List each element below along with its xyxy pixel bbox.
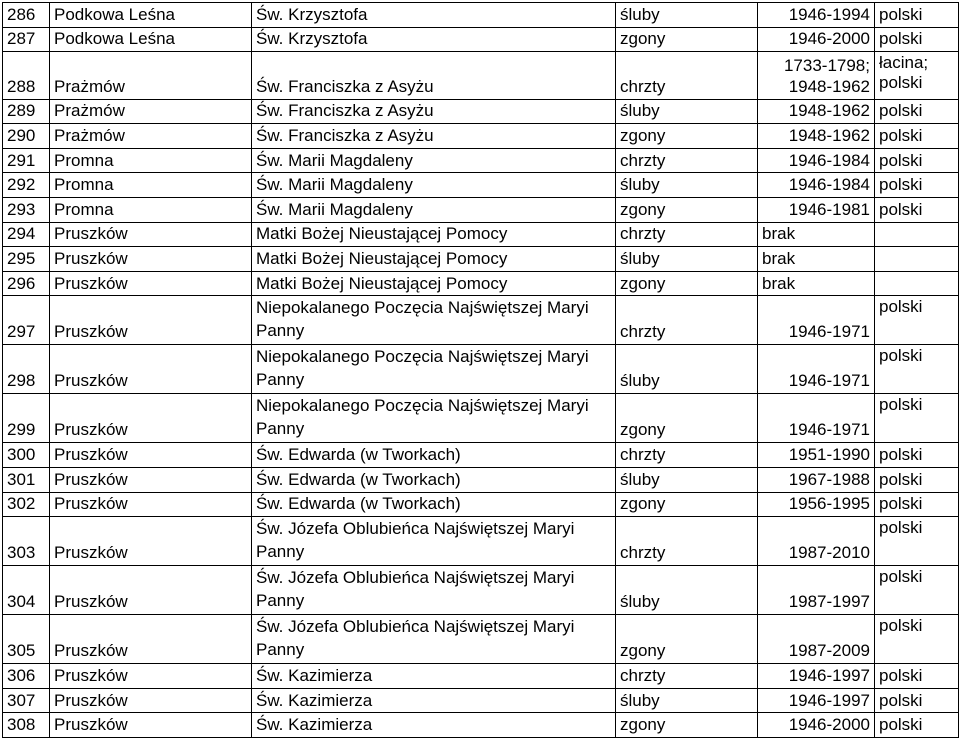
- language: polski: [875, 443, 959, 468]
- language: polski: [875, 296, 959, 345]
- record-type: zgony: [616, 197, 758, 222]
- table-row: [3, 492, 959, 517]
- parish-records-table: [2, 2, 959, 738]
- date-range: 1946-2000: [758, 713, 875, 738]
- date-range: 1967-1988: [758, 467, 875, 492]
- language: polski: [875, 492, 959, 517]
- row-number: 293: [3, 197, 50, 222]
- locality: Pruszków: [50, 492, 252, 517]
- record-type: chrzty: [616, 52, 758, 99]
- language: [875, 222, 959, 247]
- parish: Św. Kazimierza: [252, 688, 616, 713]
- table-row: [3, 688, 959, 713]
- locality: Promna: [50, 173, 252, 198]
- locality: Pruszków: [50, 517, 252, 566]
- table-row: [3, 124, 959, 149]
- date-range: 1946-1994: [758, 3, 875, 28]
- record-type: zgony: [616, 492, 758, 517]
- locality: Pruszków: [50, 566, 252, 615]
- record-type: zgony: [616, 615, 758, 664]
- language: polski: [875, 688, 959, 713]
- table-row: [3, 99, 959, 124]
- date-range: 1948-1962: [758, 124, 875, 149]
- row-number: 299: [3, 394, 50, 443]
- row-number: 296: [3, 271, 50, 296]
- table-row: [3, 271, 959, 296]
- table-row: [3, 52, 959, 99]
- row-number: 297: [3, 296, 50, 345]
- table-row: [3, 222, 959, 247]
- parish: Św. Kazimierza: [252, 713, 616, 738]
- row-number: 286: [3, 3, 50, 28]
- table-row: [3, 443, 959, 468]
- parish: Św. Edwarda (w Tworkach): [252, 492, 616, 517]
- locality: Pruszków: [50, 222, 252, 247]
- row-number: 301: [3, 467, 50, 492]
- parish: Św. Marii Magdaleny: [252, 148, 616, 173]
- record-type: śluby: [616, 345, 758, 394]
- row-number: 295: [3, 247, 50, 272]
- date-range: 1946-1997: [758, 664, 875, 689]
- date-range: 1987-2009: [758, 615, 875, 664]
- row-number: 304: [3, 566, 50, 615]
- record-type: śluby: [616, 3, 758, 28]
- row-number: 306: [3, 664, 50, 689]
- record-type: chrzty: [616, 517, 758, 566]
- table-row: [3, 345, 959, 394]
- date-range: brak: [758, 247, 875, 272]
- language: polski: [875, 664, 959, 689]
- table-row: [3, 517, 959, 566]
- record-type: chrzty: [616, 296, 758, 345]
- parish: Św. Krzysztofa: [252, 3, 616, 28]
- language: polski: [875, 345, 959, 394]
- record-type: śluby: [616, 173, 758, 198]
- locality: Pruszków: [50, 467, 252, 492]
- locality: Pruszków: [50, 615, 252, 664]
- language: polski: [875, 713, 959, 738]
- locality: Pruszków: [50, 296, 252, 345]
- row-number: 303: [3, 517, 50, 566]
- parish: Św. Marii Magdaleny: [252, 173, 616, 198]
- row-number: 302: [3, 492, 50, 517]
- locality: Pruszków: [50, 345, 252, 394]
- parish: Św. Józefa Oblubieńca Najświętszej Maryi Panny: [252, 517, 616, 566]
- row-number: 288: [3, 52, 50, 99]
- parish: Św. Edwarda (w Tworkach): [252, 443, 616, 468]
- parish: Matki Bożej Nieustającej Pomocy: [252, 247, 616, 272]
- row-number: 291: [3, 148, 50, 173]
- language: [875, 271, 959, 296]
- locality: Promna: [50, 148, 252, 173]
- parish: Niepokalanego Poczęcia Najświętszej Maryi Panny: [252, 394, 616, 443]
- parish: Św. Marii Magdaleny: [252, 197, 616, 222]
- date-range: 1946-1971: [758, 296, 875, 345]
- parish: Św. Krzysztofa: [252, 27, 616, 52]
- locality: Prażmów: [50, 124, 252, 149]
- language: polski: [875, 615, 959, 664]
- locality: Promna: [50, 197, 252, 222]
- language: polski: [875, 148, 959, 173]
- row-number: 298: [3, 345, 50, 394]
- language: polski: [875, 173, 959, 198]
- row-number: 305: [3, 615, 50, 664]
- locality: Pruszków: [50, 247, 252, 272]
- table-row: [3, 615, 959, 664]
- row-number: 307: [3, 688, 50, 713]
- language: [875, 247, 959, 272]
- row-number: 289: [3, 99, 50, 124]
- language: polski: [875, 3, 959, 28]
- row-number: 300: [3, 443, 50, 468]
- date-range: 1946-1981: [758, 197, 875, 222]
- language: polski: [875, 467, 959, 492]
- record-type: śluby: [616, 467, 758, 492]
- date-range: 1951-1990: [758, 443, 875, 468]
- locality: Pruszków: [50, 394, 252, 443]
- date-range: 1733-1798; 1948-1962: [758, 52, 875, 99]
- row-number: 290: [3, 124, 50, 149]
- date-range: 1946-1984: [758, 148, 875, 173]
- locality: Prażmów: [50, 52, 252, 99]
- language: polski: [875, 197, 959, 222]
- record-type: śluby: [616, 688, 758, 713]
- record-type: śluby: [616, 99, 758, 124]
- locality: Pruszków: [50, 664, 252, 689]
- table-row: [3, 3, 959, 28]
- date-range: 1946-1997: [758, 688, 875, 713]
- language: polski: [875, 27, 959, 52]
- locality: Prażmów: [50, 99, 252, 124]
- row-number: 287: [3, 27, 50, 52]
- table-row: [3, 247, 959, 272]
- date-range: 1987-1997: [758, 566, 875, 615]
- record-type: śluby: [616, 566, 758, 615]
- parish: Św. Franciszka z Asyżu: [252, 99, 616, 124]
- row-number: 294: [3, 222, 50, 247]
- language: polski: [875, 99, 959, 124]
- table-row: [3, 173, 959, 198]
- locality: Podkowa Leśna: [50, 27, 252, 52]
- parish: Matki Bożej Nieustającej Pomocy: [252, 271, 616, 296]
- row-number: 292: [3, 173, 50, 198]
- table-row: [3, 566, 959, 615]
- record-type: zgony: [616, 124, 758, 149]
- parish: Św. Edwarda (w Tworkach): [252, 467, 616, 492]
- date-range: brak: [758, 222, 875, 247]
- record-type: zgony: [616, 271, 758, 296]
- date-range: 1956-1995: [758, 492, 875, 517]
- parish: Św. Józefa Oblubieńca Najświętszej Maryi Panny: [252, 615, 616, 664]
- locality: Pruszków: [50, 688, 252, 713]
- date-range: brak: [758, 271, 875, 296]
- table-row: [3, 197, 959, 222]
- table-row: [3, 467, 959, 492]
- record-type: zgony: [616, 713, 758, 738]
- parish: Św. Franciszka z Asyżu: [252, 52, 616, 99]
- locality: Podkowa Leśna: [50, 3, 252, 28]
- parish: Św. Józefa Oblubieńca Najświętszej Maryi Panny: [252, 566, 616, 615]
- date-range: 1987-2010: [758, 517, 875, 566]
- language: polski: [875, 394, 959, 443]
- date-range: 1946-2000: [758, 27, 875, 52]
- record-type: zgony: [616, 27, 758, 52]
- record-type: chrzty: [616, 148, 758, 173]
- locality: Pruszków: [50, 713, 252, 738]
- table-row: [3, 713, 959, 738]
- date-range: 1946-1971: [758, 345, 875, 394]
- language: polski: [875, 124, 959, 149]
- locality: Pruszków: [50, 271, 252, 296]
- parish: Św. Kazimierza: [252, 664, 616, 689]
- record-type: chrzty: [616, 222, 758, 247]
- date-range: 1948-1962: [758, 99, 875, 124]
- table-row: [3, 27, 959, 52]
- row-number: 308: [3, 713, 50, 738]
- table-row: [3, 148, 959, 173]
- date-range: 1946-1984: [758, 173, 875, 198]
- table-row: [3, 664, 959, 689]
- record-type: chrzty: [616, 664, 758, 689]
- locality: Pruszków: [50, 443, 252, 468]
- record-type: śluby: [616, 247, 758, 272]
- table-row: [3, 394, 959, 443]
- record-type: chrzty: [616, 443, 758, 468]
- parish: Św. Franciszka z Asyżu: [252, 124, 616, 149]
- date-range: 1946-1971: [758, 394, 875, 443]
- language: łacina; polski: [875, 52, 959, 99]
- table-row: [3, 296, 959, 345]
- record-type: zgony: [616, 394, 758, 443]
- language: polski: [875, 566, 959, 615]
- parish: Matki Bożej Nieustającej Pomocy: [252, 222, 616, 247]
- language: polski: [875, 517, 959, 566]
- parish: Niepokalanego Poczęcia Najświętszej Maryi Panny: [252, 296, 616, 345]
- parish: Niepokalanego Poczęcia Najświętszej Maryi Panny: [252, 345, 616, 394]
